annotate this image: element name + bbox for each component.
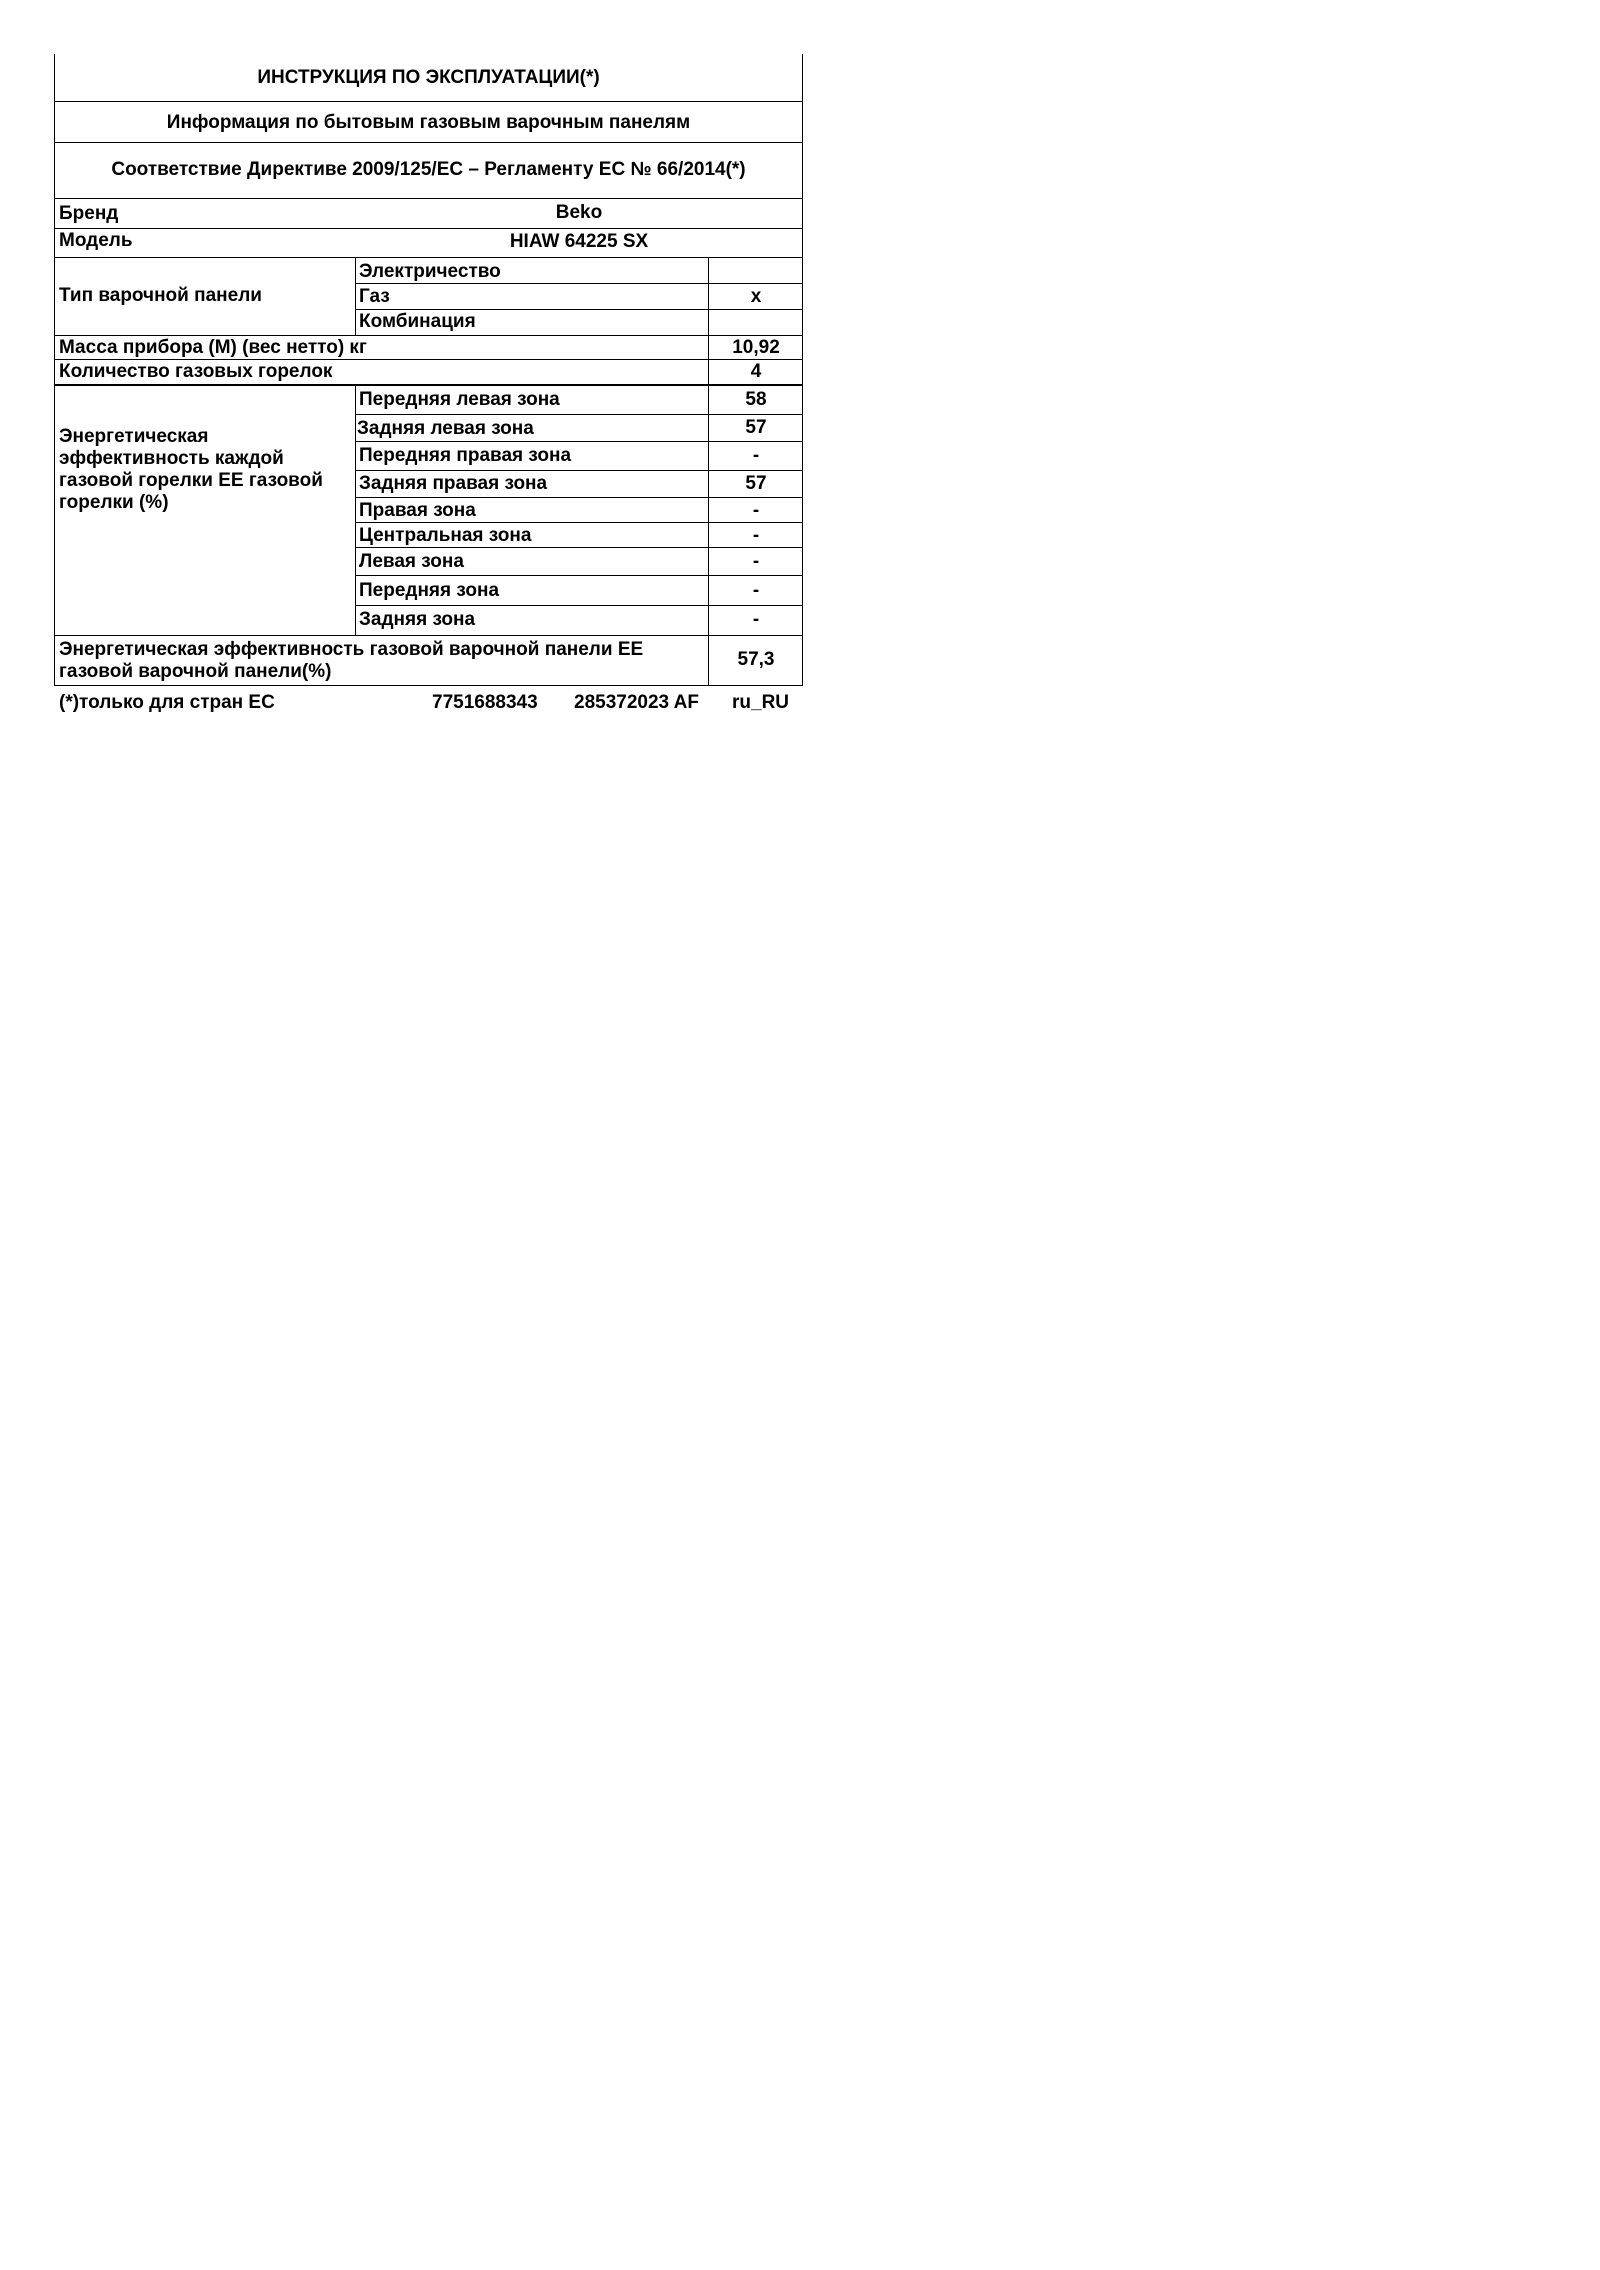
row-line [355,441,803,442]
burners-value: 4 [750,361,762,382]
footer-code: 7751688343 [432,692,538,713]
burners-label: Количество газовых горелок [59,361,333,382]
hob-type-option: Комбинация [359,311,476,332]
row-line [355,309,803,310]
zone-value: 57 [745,417,767,438]
row-line [355,605,803,606]
hob-type-mark: x [750,286,762,307]
hob-type-label: Тип варочной панели [59,285,262,306]
zone-name: Левая зона [359,551,464,572]
footer-note: (*)только для стран ЕС [59,692,275,713]
total-efficiency-label: Энергетическая эффективность газовой варочной панели EE газовой варочной панели(%) [59,639,644,682]
model-value: HIAW 64225 SX [509,231,649,252]
column-divider [355,385,356,635]
document-title: ИНСТРУКЦИЯ ПО ЭКСПЛУАТАЦИИ(*) [257,67,600,88]
row-line [355,470,803,471]
row-line [54,257,803,258]
zone-value: - [752,551,760,572]
mass-value: 10,92 [732,337,780,358]
zone-value: - [752,500,760,521]
hob-type-option: Электричество [359,261,501,282]
brand-label: Бренд [59,203,119,224]
column-divider [355,258,356,336]
row-line [54,685,803,686]
zone-value: - [752,525,760,546]
zone-name: Передняя зона [359,580,500,601]
row-line [54,359,803,360]
table-border-left [54,54,55,686]
efficiency-label: Энергетическая эффективность каждой газовой горелки EE газовой горелки (%) [59,426,323,513]
row-line [54,198,803,199]
zone-name: Правая зона [359,500,476,521]
row-line [54,335,803,336]
row-line [54,384,803,386]
hob-type-option: Газ [359,286,390,307]
row-line [355,283,803,284]
brand-value: Beko [555,202,603,223]
zone-value: - [752,609,760,630]
row-line [54,228,803,229]
zone-value: 57 [745,473,767,494]
zone-name: Центральная зона [359,525,532,546]
zone-value: - [752,445,760,466]
total-efficiency-value: 57,3 [737,649,775,670]
zone-name: Передняя правая зона [359,445,572,466]
row-line [54,101,803,102]
zone-name: Задняя левая зона [357,418,534,439]
zone-value: - [752,580,760,601]
row-line [355,547,803,548]
row-line [54,635,803,636]
zone-name: Передняя левая зона [359,389,560,410]
row-line [355,414,803,415]
document-subtitle: Информация по бытовым газовым варочным панелям [166,112,691,133]
model-label: Модель [59,230,133,251]
zone-value: 58 [745,389,767,410]
row-line [355,522,803,523]
footer-locale: ru_RU [732,692,790,713]
row-line [54,142,803,143]
row-line [355,497,803,498]
row-line [355,575,803,576]
directive-text: Соответствие Директиве 2009/125/ЕС – Регламенту ЕС № 66/2014(*) [111,159,746,180]
footer-code: 285372023 AF [574,692,700,713]
mass-label: Масса прибора (M) (вес нетто) кг [59,337,367,358]
zone-name: Задняя зона [359,609,476,630]
zone-name: Задняя правая зона [359,473,548,494]
